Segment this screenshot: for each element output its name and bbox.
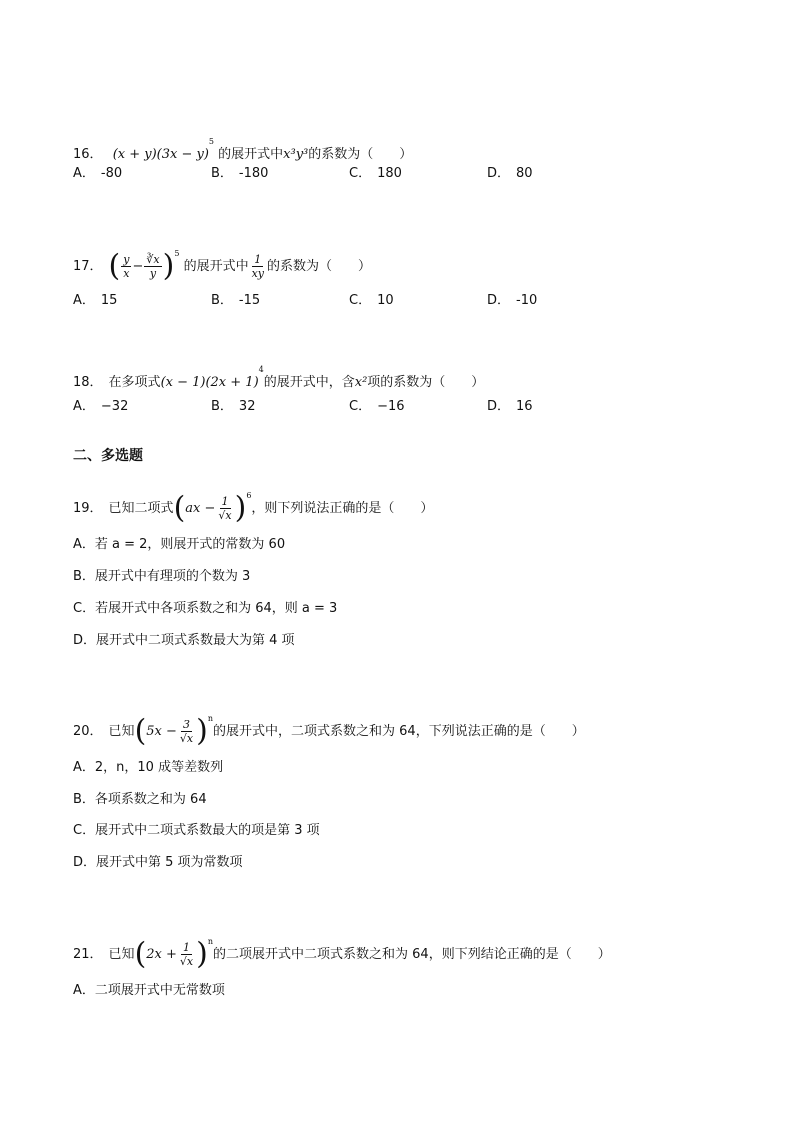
right-paren: )	[196, 936, 208, 972]
choice-b[interactable]: B． -180	[211, 166, 269, 181]
question-number: 17．	[73, 259, 103, 274]
question-number: 18．	[73, 375, 103, 390]
exponent: 5	[174, 249, 180, 258]
question-text: 的二项展开式中二项式系数之和为 64，则下列结论正确的是（ ）	[213, 947, 611, 962]
left-paren: (	[173, 490, 186, 526]
question-text: 的展开式中	[218, 147, 284, 162]
question-text: 项的系数为（ ）	[367, 375, 485, 390]
term: x²	[354, 375, 368, 390]
exponent: 6	[246, 491, 252, 500]
fraction: $\frac{1}{xy}$	[251, 253, 264, 280]
question-text: 的系数为（ ）	[308, 147, 413, 162]
question-text: 的展开式中，二项式系数之和为 64，下列说法正确的是（ ）	[213, 724, 585, 739]
question-text: 已知	[108, 724, 135, 739]
choice-a[interactable]: A． 15	[73, 293, 118, 308]
choice-c[interactable]: C． 180	[349, 166, 402, 181]
fraction: $\frac{1}{√x}$	[218, 495, 232, 522]
option-a[interactable]: A．2，n，10 成等差数列	[73, 760, 224, 775]
question-text: 的系数为（ ）	[267, 259, 372, 274]
left-paren: (	[108, 248, 121, 284]
question-text: 已知	[108, 947, 135, 962]
choices-17	[73, 291, 733, 311]
choices-18	[73, 397, 733, 417]
question-text: 已知二项式	[108, 501, 174, 516]
question-text: 在多项式	[108, 375, 161, 390]
question-number: 20．	[73, 724, 103, 739]
question-19: 19． 已知二项式(ax − $\frac{1}{√x}$ )$^6$，则下列说法正确的是（ ）	[73, 490, 434, 526]
question-16	[73, 132, 733, 165]
question-text: 的展开式中	[183, 259, 249, 274]
fraction: $\frac{∛x}{y}$	[146, 253, 160, 280]
expression: (x − 1)(2x + 1)	[160, 375, 259, 390]
fraction: $\frac{3}{√x}$	[179, 718, 194, 745]
exponent: 5	[208, 137, 215, 146]
choice-c[interactable]: C． 10	[349, 293, 394, 308]
exponent: n	[207, 937, 214, 946]
fraction: $\frac{1}{√x}$	[179, 941, 194, 968]
term: x³y³	[283, 147, 309, 162]
fraction: $\frac{y}{x}$	[123, 253, 130, 280]
option-d[interactable]: D．展开式中二项式系数最大为第 4 项	[73, 633, 295, 648]
question-number: 19．	[73, 501, 103, 516]
question-text: 的展开式中，含	[263, 375, 355, 390]
question-20: 20． 已知(5x − $\frac{3}{√x}$ )$^n$的展开式中，二项式系数之和为 64，下列说法正确的是（ ）	[73, 713, 585, 749]
exponent: n	[207, 714, 214, 723]
right-paren: )	[196, 713, 208, 749]
option-c[interactable]: C．展开式中二项式系数最大的项是第 3 项	[73, 823, 320, 838]
option-c[interactable]: C．若展开式中各项系数之和为 64，则 a = 3	[73, 601, 338, 616]
choice-c[interactable]: C． −16	[349, 399, 405, 414]
option-a[interactable]: A．若 a = 2，则展开式的常数为 60	[73, 537, 286, 552]
option-b[interactable]: B．展开式中有理项的个数为 3	[73, 569, 251, 584]
section-heading: 二、多选题	[73, 448, 143, 464]
choice-d[interactable]: D． 80	[487, 166, 533, 181]
question-18	[73, 360, 733, 393]
choices-16	[73, 164, 733, 184]
left-paren: (	[134, 713, 147, 749]
choice-a[interactable]: A． -80	[73, 166, 123, 181]
right-paren: )	[162, 248, 175, 284]
right-paren: )	[234, 490, 247, 526]
option-b[interactable]: B．各项系数之和为 64	[73, 792, 207, 807]
expression: (x + y)(3x − y)	[112, 147, 209, 162]
choice-b[interactable]: B． -15	[211, 293, 261, 308]
question-number: 16．	[73, 147, 103, 162]
choice-a[interactable]: A． −32	[73, 399, 129, 414]
choice-d[interactable]: D． 16	[487, 399, 533, 414]
exponent: 4	[258, 365, 264, 374]
question-text: ，则下列说法正确的是（ ）	[251, 501, 434, 516]
option-d[interactable]: D．展开式中第 5 项为常数项	[73, 855, 243, 870]
option-a[interactable]: A．二项展开式中无常数项	[73, 983, 225, 998]
question-21: 21． 已知(2x + $\frac{1}{√x}$ )$^n$的二项展开式中二项式系数之和为 64，则下列结论正确的是（ ）	[73, 936, 611, 972]
question-number: 21．	[73, 947, 103, 962]
choice-b[interactable]: B． 32	[211, 399, 256, 414]
left-paren: (	[134, 936, 147, 972]
question-17: 17． ( $\frac{y}{x}$ − $\frac{∛x}{y}$ )$^5$ 的展开式中 $\frac{1}{xy}$ 的系数为（ ）	[73, 248, 372, 284]
choice-d[interactable]: D． -10	[487, 293, 538, 308]
